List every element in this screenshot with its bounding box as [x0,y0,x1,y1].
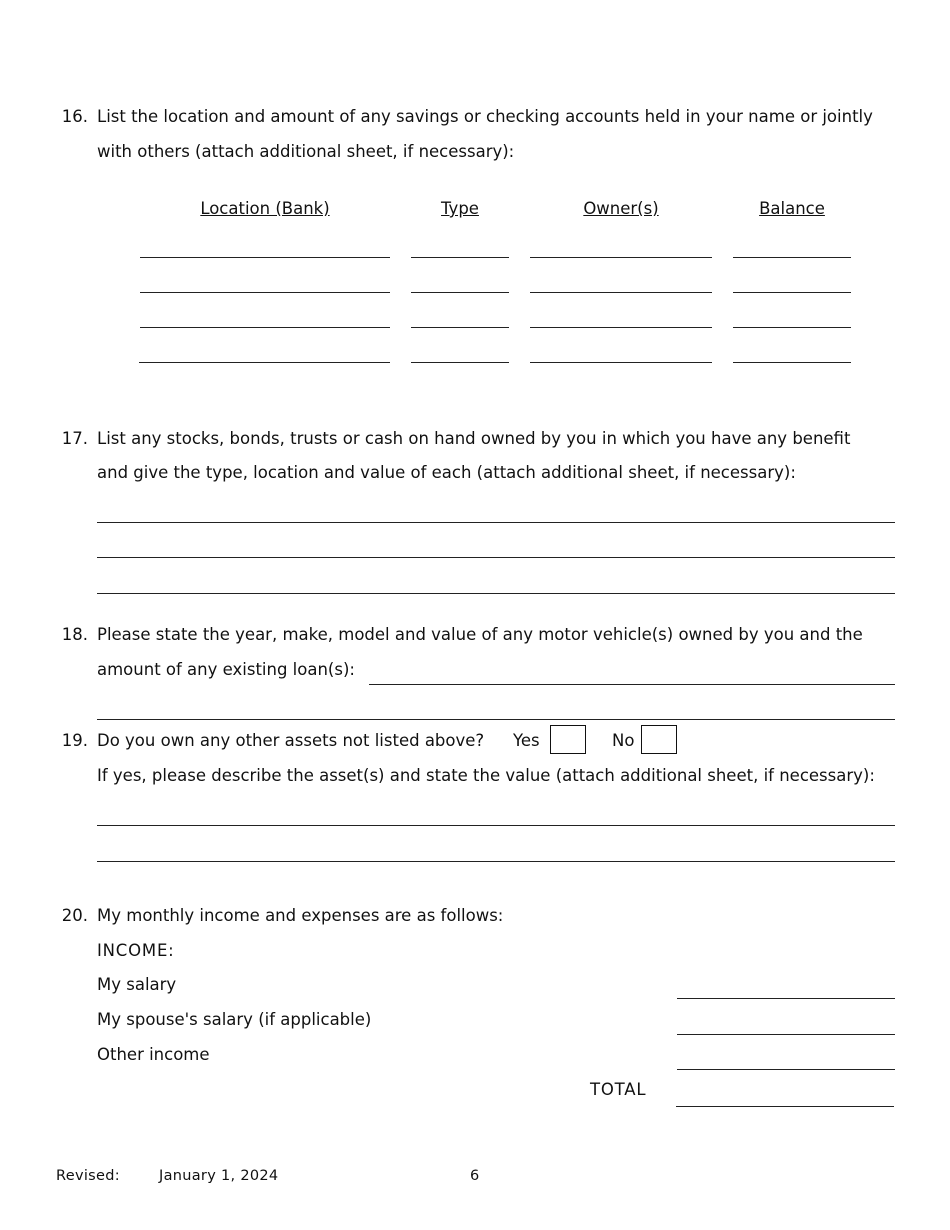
account-type-field-4[interactable] [411,362,509,363]
account-owners-field-4[interactable] [530,362,712,363]
other-income-field[interactable] [677,1069,895,1070]
q19-number: 19. [61,731,88,750]
column-header-balance: Balance [759,199,825,218]
q17-answer-line-1[interactable] [97,522,895,523]
salary-label: My salary [97,975,177,994]
account-type-field-1[interactable] [411,257,509,258]
account-owners-field-1[interactable] [530,257,712,258]
column-header-type: Type [441,199,479,218]
salary-field[interactable] [677,998,895,999]
total-label: TOTAL [590,1080,647,1099]
q16-text-line2: with others (attach additional sheet, if necessary): [97,142,515,161]
q17-answer-line-3[interactable] [97,593,895,594]
q18-answer-line-2[interactable] [97,719,895,720]
other-income-label: Other income [97,1045,210,1064]
account-owners-field-3[interactable] [530,327,712,328]
q19-question: Do you own any other assets not listed above? [97,731,485,750]
q20-intro: My monthly income and expenses are as follows: [97,906,504,925]
q16-number: 16. [61,107,88,126]
column-header-location: Location (Bank) [200,199,330,218]
q19-yes-checkbox[interactable] [550,725,586,754]
account-location-field-1[interactable] [140,257,390,258]
q18-text-line2: amount of any existing loan(s): [97,660,355,679]
q19-text-line2: If yes, please describe the asset(s) and state the value (attach additional sheet, if necessary): [97,766,875,785]
account-location-field-2[interactable] [140,292,390,293]
q20-number: 20. [61,906,88,925]
q16-text-line1: List the location and amount of any savings or checking accounts held in your name or jointly [97,107,873,126]
account-location-field-4[interactable] [139,362,390,363]
q19-answer-line-1[interactable] [97,825,895,826]
column-header-owners: Owner(s) [583,199,659,218]
account-balance-field-1[interactable] [733,257,851,258]
account-balance-field-2[interactable] [733,292,851,293]
account-type-field-2[interactable] [411,292,509,293]
footer-revised-label: Revised: [56,1168,120,1184]
spouse-salary-label: My spouse's salary (if applicable) [97,1010,372,1029]
q17-number: 17. [61,429,88,448]
income-heading: INCOME: [97,941,175,960]
total-field[interactable] [676,1106,894,1107]
q19-yes-label: Yes [513,731,540,750]
spouse-salary-field[interactable] [677,1034,895,1035]
account-balance-field-3[interactable] [733,327,851,328]
page-number: 6 [470,1168,480,1184]
q17-answer-line-2[interactable] [97,557,895,558]
q19-no-checkbox[interactable] [641,725,677,754]
account-balance-field-4[interactable] [733,362,851,363]
q17-text-line1: List any stocks, bonds, trusts or cash on hand owned by you in which you have any benefit [97,429,851,448]
q19-answer-line-2[interactable] [97,861,895,862]
q18-text-line1: Please state the year, make, model and value of any motor vehicle(s) owned by you and the [97,625,863,644]
account-location-field-3[interactable] [140,327,390,328]
q18-answer-line-1[interactable] [369,684,895,685]
q19-no-label: No [612,731,635,750]
q17-text-line2: and give the type, location and value of each (attach additional sheet, if necessary): [97,463,796,482]
account-type-field-3[interactable] [411,327,509,328]
footer-revised-date: January 1, 2024 [159,1168,279,1184]
q18-number: 18. [61,625,88,644]
account-owners-field-2[interactable] [530,292,712,293]
